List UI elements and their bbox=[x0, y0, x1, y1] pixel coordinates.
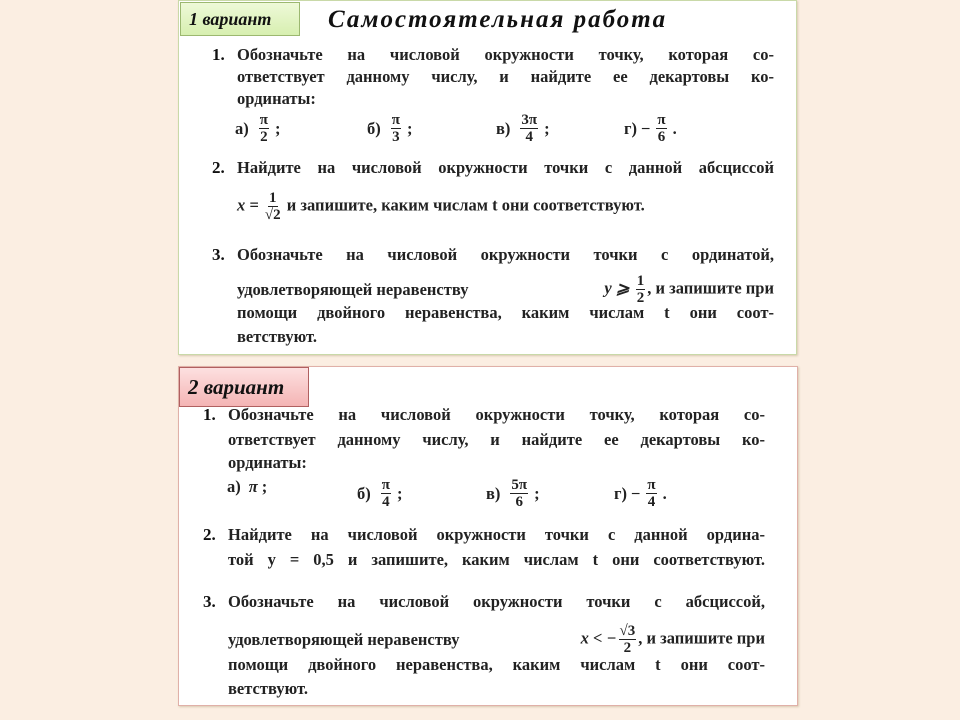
v2-p1-line: ответствует данному числу, и найдите ее декартовы ко- bbox=[228, 430, 765, 449]
option-1: б) π 4 ; bbox=[357, 477, 403, 510]
v1-p3-line-2: удовлетворяющей неравенству y ⩾ $\frac{1}{2}$ , и запишите при bbox=[237, 273, 774, 306]
v2-p3-line: Обозначьте на числовой окружности точки с абсциссой, bbox=[228, 592, 765, 611]
v2-p3-number: 3. bbox=[203, 592, 216, 611]
v1-p1-line: ответствует данному числу, и найдите ее декартовы ко- bbox=[237, 67, 774, 86]
v1-p1-line: Обозначьте на числовой окружности точку, которая со- bbox=[237, 45, 774, 64]
v2-p2-line: той y = 0,5 и запишите, каким числам t они соответствуют. bbox=[228, 550, 765, 569]
v2-p1-line: ординаты: bbox=[228, 453, 307, 472]
v2-p3-line: ветствуют. bbox=[228, 679, 308, 698]
v1-p1-line: ординаты: bbox=[237, 89, 316, 108]
v1-p3-number: 3. bbox=[212, 245, 225, 264]
v1-p1-number: 1. bbox=[212, 45, 225, 64]
v2-p2-number: 2. bbox=[203, 525, 216, 544]
option-0: а) π 2 ; bbox=[235, 112, 281, 145]
v1-p2-number: 2. bbox=[212, 158, 225, 177]
v2-p1-line: Обозначьте на числовой окружности точку, которая со- bbox=[228, 405, 765, 424]
option-3: г) − $\frac{\pi}{6}$ . bbox=[624, 112, 677, 145]
v1-p3-line: Обозначьте на числовой окружности точки с ординатой, bbox=[237, 245, 774, 264]
option-0: а) π ; bbox=[227, 477, 268, 496]
v1-p3-line: ветствуют. bbox=[237, 327, 317, 346]
option-1: б) π 3 ; bbox=[367, 112, 413, 145]
option-3: г) − $\frac{\pi}{4}$ . bbox=[614, 477, 667, 510]
option-2: в) 5π 6 ; bbox=[486, 477, 540, 510]
v2-p1-number: 1. bbox=[203, 405, 216, 424]
variant-2-badge: 2 вариант bbox=[179, 367, 309, 407]
v1-p3-line: помощи двойного неравенства, каким числам t они соот- bbox=[237, 303, 774, 322]
v1-p2-line-2: x = $\frac{1}{√2}$ и запишите, каким числам t они соответствуют. bbox=[237, 190, 645, 223]
variant-1-badge: 1 вариант bbox=[180, 2, 300, 36]
option-2: в) 3π 4 ; bbox=[496, 112, 550, 145]
v2-p3-line-2: удовлетворяющей неравенству x < − $\frac{√3}{2}$ , и запишите при bbox=[228, 623, 765, 656]
page-title: Самостоятельная работа bbox=[328, 6, 668, 33]
v2-p2-line: Найдите на числовой окружности точки с данной ордина- bbox=[228, 525, 765, 544]
v2-p3-line: помощи двойного неравенства, каким числам t они соот- bbox=[228, 655, 765, 674]
v1-p2-line: Найдите на числовой окружности точки с данной абсциссой bbox=[237, 158, 774, 177]
